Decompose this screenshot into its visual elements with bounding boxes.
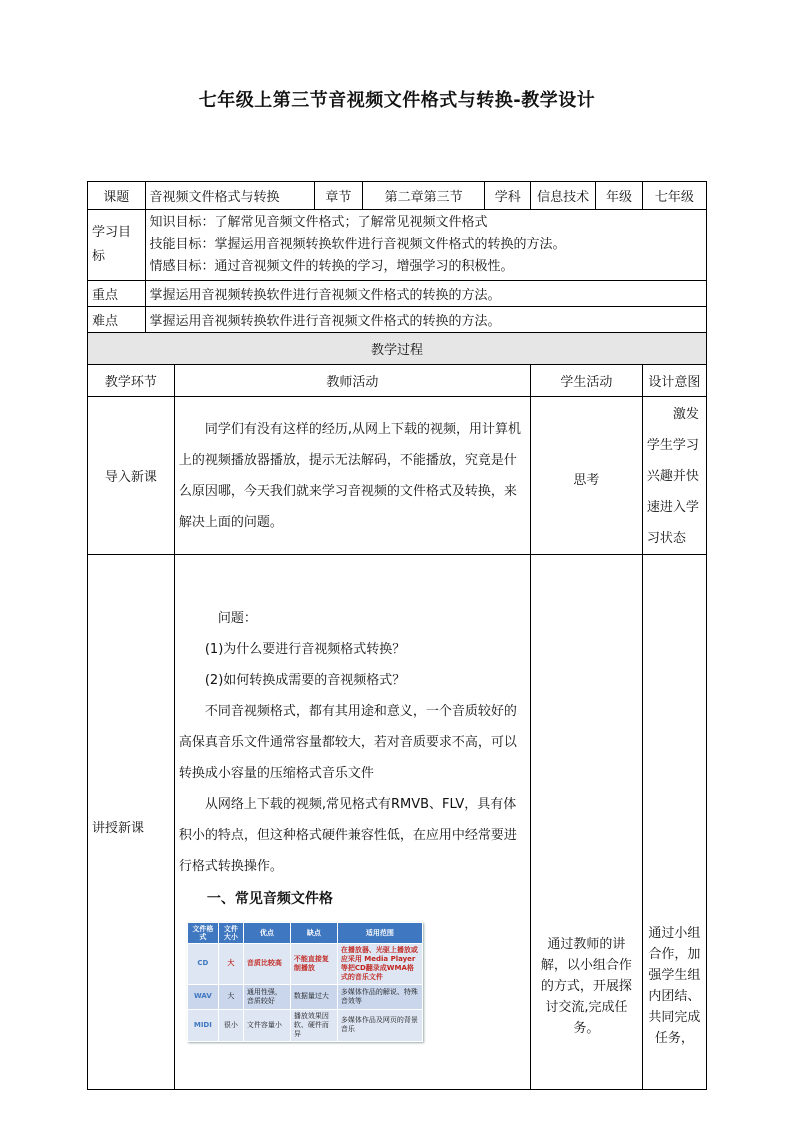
paragraph-2: 从网络上下载的视频,常见格式有RMVB、FLV，具有体积小的特点，但这种格式硬件兼容性低，在应用中经常要进行格式转换操作。 [178,796,517,874]
label-chapter: 章节 [314,182,362,210]
fmt-h-size: 文件大小 [218,922,243,943]
chapter-value: 第二章第三节 [362,182,485,210]
header-teacher: 教师活动 [174,365,530,397]
fmt-cell: 大 [218,984,243,1009]
goal-skill: 技能目标：掌握运用音视频转换软件进行音视频文件格式的转换的方法。 [149,237,566,252]
format-table-header [187,922,422,943]
label-subject: 学科 [485,182,531,210]
fmt-cell: 不能直接复制播放 [290,943,337,984]
intro-student: 思考 [531,397,643,555]
fmt-cell: 通用性强，音质较好 [243,984,290,1009]
section-heading-audio: 一、常见音频文件格 [206,890,333,907]
info-row [88,182,707,210]
goal-emotion: 情感目标：通过音视频文件的转换的学习，增强学习的积极性。 [149,259,514,274]
fmt-cell: 音质比较高 [243,943,290,984]
label-grade: 年级 [596,182,643,210]
lecture-row [88,555,707,1090]
key-point-row [88,281,707,307]
grade-value: 七年级 [642,182,706,210]
header-stage: 教学环节 [88,365,175,397]
fmt-cell: 大 [218,943,243,984]
audio-format-image-table [187,922,423,1042]
header-student: 学生活动 [531,365,643,397]
paragraph-1: 不同音视频格式，都有其用途和意义，一个音质较好的高保真音乐文件通常容量都较大，若对音质要求不高，可以转换成小容量的压缩格式音乐文件 [178,703,517,781]
process-header-row [88,365,707,397]
lecture-student [531,555,643,1090]
label-topic: 课题 [88,182,146,210]
format-row-cd [187,943,422,984]
lecture-intent-text: 通过小组合作，加强学生组内团结、共同完成任务， [648,926,701,1046]
format-row-wav [187,984,422,1009]
topic-value: 音视频文件格式与转换 [145,182,314,210]
fmt-cell: 在播放器、光驱上播放或应采用 Media Player等把CD翻录成WMA格式的音乐文件 [337,943,422,984]
lecture-stage: 讲授新课 [88,555,175,1090]
fmt-cell: 文件容量小 [243,1009,290,1041]
fmt-h-format: 文件格式 [187,922,218,943]
fmt-cell: 多媒体作品的解说、特殊音效等 [337,984,422,1009]
key-point-text: 掌握运用音视频转换软件进行音视频文件格式的转换的方法。 [145,281,706,307]
label-goals: 学习目标 [88,210,146,281]
fmt-h-usage: 适用范围 [337,922,422,943]
intro-intent-text: 激发学生学习兴趣并快速进入学习状态 [646,407,699,546]
lecture-teacher [174,555,530,1090]
fmt-cell: 很小 [218,1009,243,1041]
question-1: (1)为什么要进行音视频格式转换？ [204,641,406,657]
fmt-cell: MIDI [187,1009,218,1041]
difficulty-row [88,307,707,333]
format-row-midi [187,1009,422,1041]
fmt-cell: 多媒体作品及网页的背景音乐 [337,1009,422,1041]
intro-teacher [174,397,530,555]
process-title-row [88,333,707,365]
question-label: 问题： [217,610,257,626]
fmt-h-pros: 优点 [243,922,290,943]
fmt-cell: 播放效果因软、硬件而异 [290,1009,337,1041]
question-2: (2)如何转换成需要的音视频格式？ [204,672,406,688]
fmt-cell: 数据量过大 [290,984,337,1009]
intro-row [88,397,707,555]
fmt-cell: WAV [187,984,218,1009]
fmt-cell: CD [187,943,218,984]
header-intent: 设计意图 [642,365,706,397]
goal-knowledge: 知识目标：了解常见音频文件格式；了解常见视频文件格式 [149,215,488,230]
intro-stage: 导入新课 [88,397,175,555]
goals-text [145,210,706,281]
page-title: 七年级上第三节音视频文件格式与转换-教学设计 [198,90,596,111]
intro-teacher-text: 同学们有没有这样的经历,从网上下载的视频，用计算机上的视频播放器播放，提示无法解码，不能播放，究竟是什么原因哪，今天我们就来学习音视频的文件格式及转换，来解决上面的问题。 [178,421,521,530]
lecture-student-text: 通过教师的讲解，以小组合作的方式，开展探讨交流,完成任务。 [540,936,632,1036]
label-key-point: 重点 [88,281,146,307]
difficulty-text: 掌握运用音视频转换软件进行音视频文件格式的转换的方法。 [145,307,706,333]
label-difficulty: 难点 [88,307,146,333]
lecture-intent [642,555,706,1090]
goals-row [88,210,707,281]
subject-value: 信息技术 [531,182,596,210]
process-title: 教学过程 [88,333,707,365]
lesson-plan-table [87,181,707,1090]
fmt-h-cons: 缺点 [290,922,337,943]
intro-intent [642,397,706,555]
